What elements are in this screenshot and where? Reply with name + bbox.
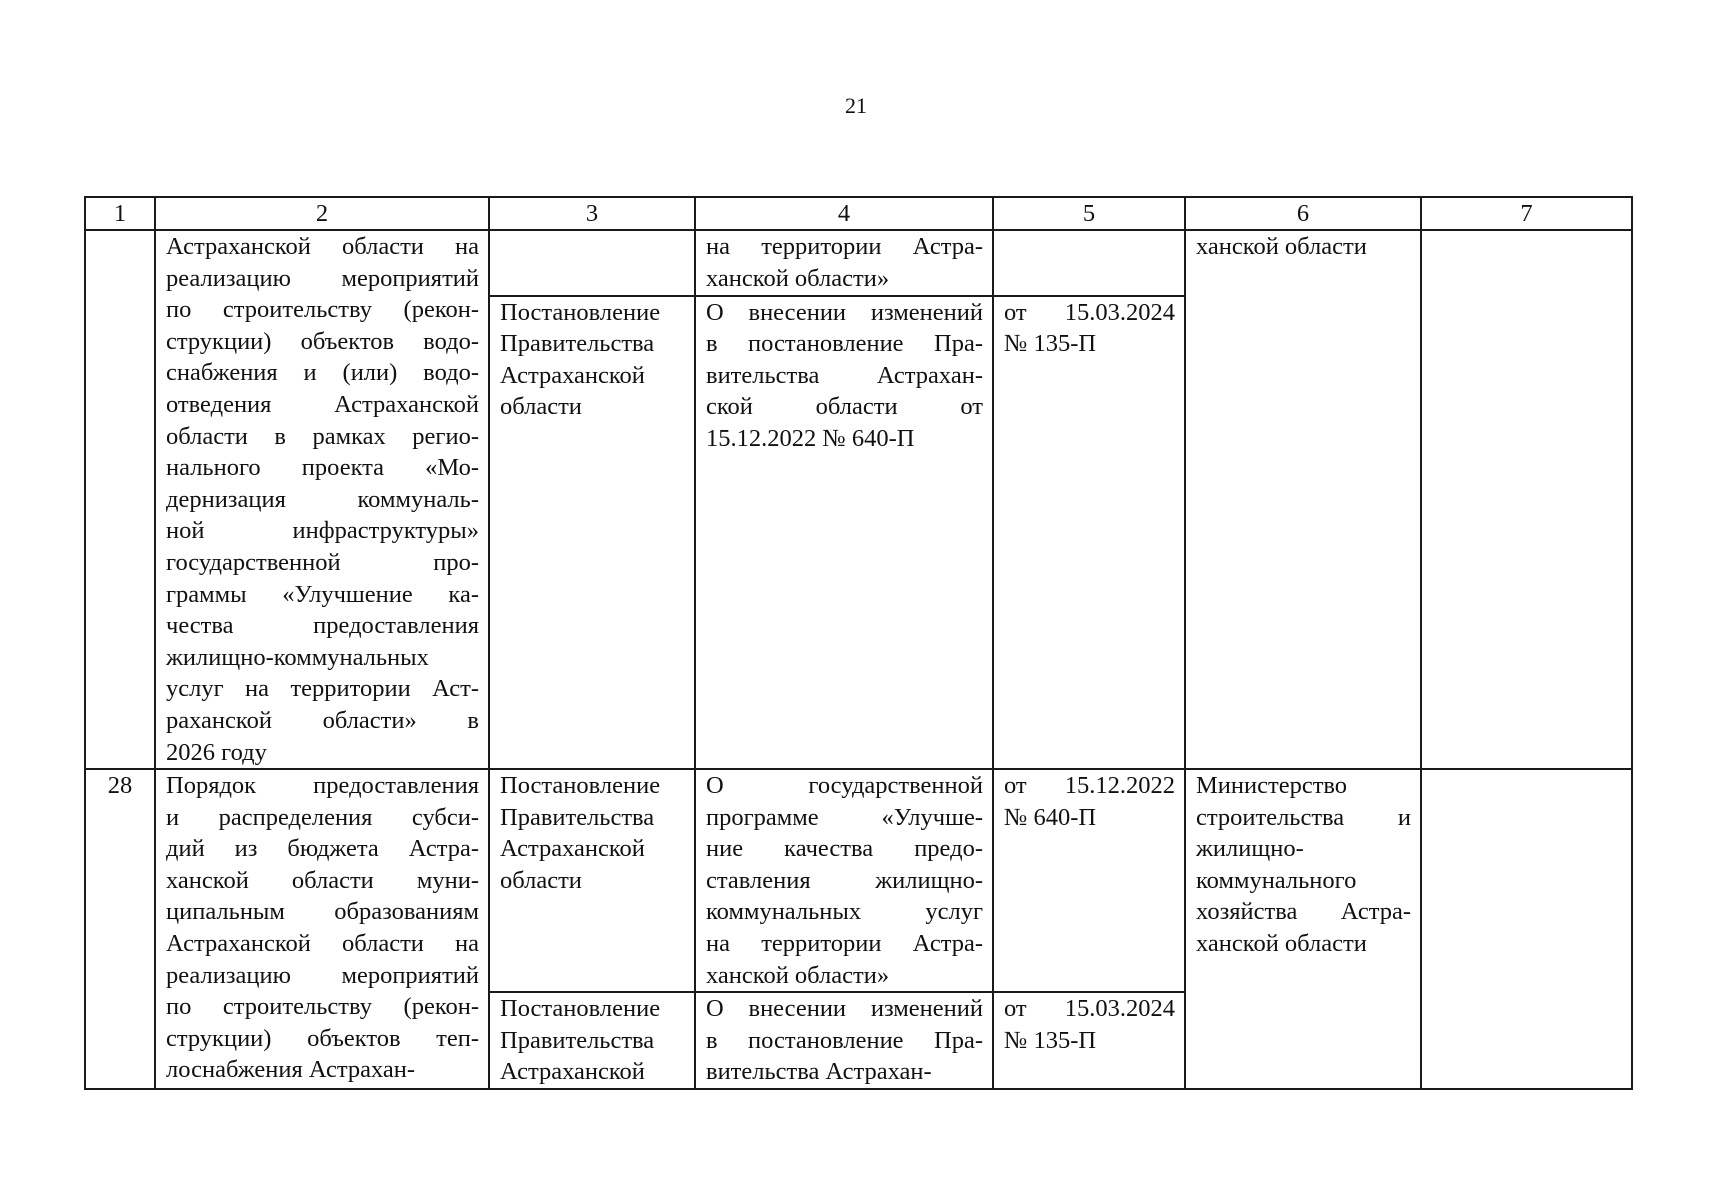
text-line: реализацию мероприятий	[166, 264, 479, 292]
text-line: в постановление Пра-	[706, 1026, 983, 1054]
text-line: Правительства	[500, 1026, 655, 1054]
document-name-cell	[695, 769, 993, 992]
text-line: 2026 году	[166, 738, 267, 766]
text-line: Астраханской области на	[166, 930, 479, 958]
text-line: Астраханской	[500, 361, 645, 389]
document-type-cell	[489, 992, 695, 1089]
notes-cell	[1421, 769, 1632, 1089]
text-line: раханской области» в	[166, 706, 479, 734]
document-type-cell	[489, 769, 695, 992]
table-row	[85, 230, 1632, 296]
page-number: 21	[845, 93, 867, 118]
text-line: № 640-П	[1004, 803, 1097, 831]
text-line: О внесении изменений	[706, 995, 983, 1023]
text-line: вительства Астрахан-	[706, 1058, 932, 1086]
text-line: ской области от	[706, 393, 983, 421]
responsible-cell	[1185, 769, 1421, 1089]
text-line: ханской области»	[706, 264, 890, 292]
text-line: в постановление Пра-	[706, 330, 983, 358]
text-line: дий из бюджета Астра-	[166, 835, 479, 863]
text-line: ние качества предо-	[706, 835, 983, 863]
text-line: по строительству (рекон-	[166, 993, 479, 1021]
document-title-cell	[155, 230, 489, 769]
document-date-cell	[993, 992, 1185, 1089]
text-line: Постановление	[500, 298, 661, 326]
table-row	[85, 769, 1632, 992]
text-line: коммунального	[1196, 866, 1357, 894]
text-line: области в рамках регио-	[166, 422, 479, 450]
text-line: на территории Астра-	[706, 930, 983, 958]
text-line: ханской области муни-	[166, 866, 479, 894]
responsible-text: ханской области	[1196, 233, 1367, 260]
text-line: Министерство	[1196, 772, 1348, 800]
document-date-cell	[993, 230, 1185, 296]
text-line: Астраханской	[500, 1058, 645, 1086]
text-line: ной инфраструктуры»	[166, 517, 479, 545]
text-line: граммы «Улучшение ка-	[166, 580, 479, 608]
text-line: от 15.03.2024	[1004, 298, 1175, 326]
text-line: Постановление	[500, 772, 661, 800]
text-line: Постановление	[500, 995, 661, 1023]
text-line: 15.12.2022 № 640-П	[706, 425, 915, 453]
text-line: чества предоставления	[166, 612, 479, 640]
text-line: № 135-П	[1004, 1026, 1097, 1054]
text-line: и распределения субси-	[166, 803, 479, 831]
registry-table	[84, 196, 1633, 1090]
responsible-cell	[1185, 230, 1421, 769]
document-name-cell	[695, 230, 993, 296]
text-line: на территории Астра-	[706, 233, 983, 260]
text-line: услуг на территории Аст-	[166, 675, 479, 703]
text-line: по строительству (рекон-	[166, 296, 479, 324]
document-date-cell	[993, 769, 1185, 992]
notes-cell	[1421, 230, 1632, 769]
document-type-cell	[489, 296, 695, 769]
text-line: отведения Астраханской	[166, 390, 479, 418]
document-name-cell	[695, 296, 993, 769]
text-line: снабжения и (или) водо-	[166, 359, 479, 387]
document-type-cell	[489, 230, 695, 296]
text-line: № 135-П	[1004, 330, 1097, 358]
text-line: Астраханской области на	[166, 233, 479, 260]
text-line: ципальным образованиям	[166, 898, 479, 926]
row-number-cell	[85, 230, 155, 769]
text-line: дернизация коммуналь-	[166, 485, 479, 513]
text-line: струкции) объектов водо-	[166, 327, 479, 355]
text-line: от 15.12.2022	[1004, 772, 1175, 800]
text-line: Правительства	[500, 330, 655, 358]
text-line: реализацию мероприятий	[166, 961, 479, 989]
text-line: программе «Улучше-	[706, 803, 983, 831]
text-line: от 15.03.2024	[1004, 995, 1175, 1023]
text-line: коммунальных услуг	[706, 898, 983, 926]
document-date-cell	[993, 296, 1185, 769]
text-line: хозяйства Астра-	[1196, 898, 1411, 926]
text-line: ставления жилищно-	[706, 866, 983, 894]
column-header: 3	[489, 197, 695, 230]
text-line: ханской области»	[706, 961, 890, 989]
text-line: струкции) объектов теп-	[166, 1024, 479, 1052]
table-header-row	[85, 197, 1632, 230]
text-line: Правительства	[500, 803, 655, 831]
text-line: жилищно-	[1196, 835, 1304, 863]
text-line: строительства и	[1196, 803, 1411, 831]
column-header: 5	[993, 197, 1185, 230]
column-header: 2	[155, 197, 489, 230]
column-header: 7	[1421, 197, 1632, 230]
text-line: области	[500, 393, 582, 421]
text-line: нального проекта «Мо-	[166, 454, 479, 482]
text-line: Астраханской	[500, 835, 645, 863]
text-line: О внесении изменений	[706, 298, 983, 326]
text-line: государственной про-	[166, 548, 479, 576]
text-line: лоснабжения Астрахан-	[166, 1056, 416, 1084]
column-header: 6	[1185, 197, 1421, 230]
text-line: вительства Астрахан-	[706, 361, 983, 389]
column-header: 4	[695, 197, 993, 230]
column-header: 1	[85, 197, 155, 230]
text-line: Порядок предоставления	[166, 772, 479, 800]
row-number: 28	[107, 772, 133, 800]
text-line: области	[500, 866, 582, 894]
row-number-cell	[85, 769, 155, 1089]
text-line: О государственной	[706, 772, 983, 800]
document-title-cell	[155, 769, 489, 1089]
document-name-cell	[695, 992, 993, 1089]
text-line: жилищно-коммунальных	[166, 643, 429, 671]
text-line: ханской области	[1196, 930, 1367, 958]
